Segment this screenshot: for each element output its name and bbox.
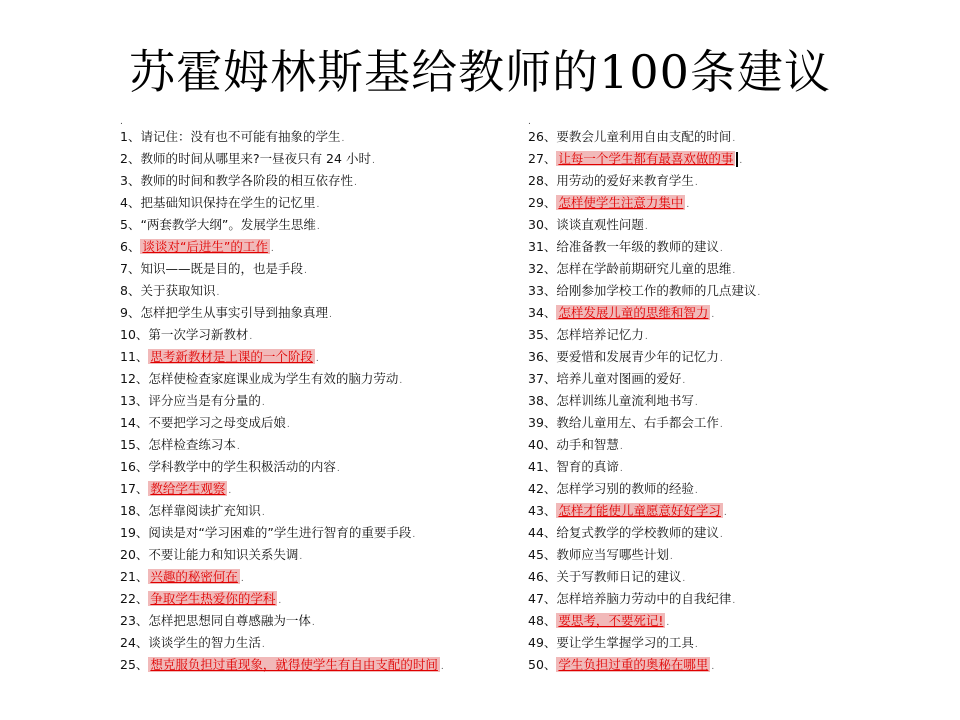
item-number: 27、: [528, 151, 557, 166]
list-item: [528, 588, 948, 610]
list-item: [528, 126, 948, 148]
list-item: [120, 280, 500, 302]
list-item: [528, 302, 948, 324]
paragraph-mark: .: [694, 640, 698, 650]
item-number: 50、: [528, 657, 557, 672]
paragraph-mark: .: [278, 596, 282, 606]
item-number: 17、: [120, 481, 149, 496]
list-item: [528, 390, 948, 412]
highlighted-item-text: 让每一个学生都有最喜欢做的事: [558, 151, 734, 166]
list-item: [528, 148, 948, 170]
list-item: [528, 654, 948, 676]
item-number: 5、: [120, 217, 141, 232]
item-number: 6、: [120, 239, 141, 254]
list-item: [120, 170, 500, 192]
list-item: [120, 632, 500, 654]
item-text: 关于获取知识: [140, 283, 216, 298]
paragraph-mark: .: [719, 420, 723, 430]
item-number: 31、: [528, 239, 557, 254]
item-number: 44、: [528, 525, 557, 540]
list-item: [120, 236, 500, 258]
list-item: [120, 368, 500, 390]
list-item: [528, 522, 948, 544]
item-text: 请记住：没有也不可能有抽象的学生: [140, 129, 341, 144]
list-item: [120, 192, 500, 214]
paragraph-mark: .: [694, 486, 698, 496]
list-item: [120, 214, 500, 236]
item-number: 41、: [528, 459, 557, 474]
list-item: [120, 126, 500, 148]
paragraph-mark: .: [739, 156, 743, 166]
item-number: 4、: [120, 195, 141, 210]
item-text: 谈谈学生的智力生活: [148, 635, 261, 650]
item-text: 动手和智慧: [556, 437, 619, 452]
list-item: [120, 390, 500, 412]
item-number: 24、: [120, 635, 149, 650]
item-number: 19、: [120, 525, 149, 540]
item-number: 13、: [120, 393, 149, 408]
item-number: 20、: [120, 547, 149, 562]
item-text: 给复式教学的学校教师的建议: [556, 525, 719, 540]
item-text: 怎样检查练习本: [148, 437, 236, 452]
paragraph-mark: .: [120, 117, 123, 127]
item-number: 8、: [120, 283, 141, 298]
paragraph-mark: .: [666, 618, 670, 628]
highlighted-item-text: 怎样才能使儿童愿意好好学习: [558, 503, 721, 518]
list-item: [528, 566, 948, 588]
paragraph-mark: .: [644, 222, 648, 232]
paragraph-mark: .: [732, 266, 736, 276]
paragraph-mark: .: [341, 134, 345, 144]
item-text: 怎样把学生从事实引导到抽象真理: [140, 305, 328, 320]
item-number: 48、: [528, 613, 557, 628]
list-item: [528, 258, 948, 280]
list-item: [528, 368, 948, 390]
highlighted-item-text: 教给学生观察: [150, 481, 226, 496]
item-text: 学科教学中的学生积极活动的内容: [148, 459, 336, 474]
item-number: 39、: [528, 415, 557, 430]
item-text: 怎样培养记忆力: [556, 327, 644, 342]
list-item: [528, 412, 948, 434]
list-item: [120, 456, 500, 478]
item-number: 11、: [120, 349, 149, 364]
item-number: 21、: [120, 569, 149, 584]
list-item: [528, 456, 948, 478]
highlighted-item-text: 想克服负担过重现象，就得使学生有自由支配的时间: [150, 657, 438, 672]
paragraph-mark: .: [719, 244, 723, 254]
paragraph-mark: .: [719, 530, 723, 540]
paragraph-mark: .: [286, 420, 290, 430]
page-title: 苏霍姆林斯基给教师的100条建议: [129, 45, 831, 99]
paragraph-mark: .: [412, 530, 416, 540]
item-text: 要爱惜和发展青少年的记忆力: [556, 349, 719, 364]
paragraph-mark: .: [682, 574, 686, 584]
item-number: 16、: [120, 459, 149, 474]
item-text: 给刚参加学校工作的教师的几点建议: [556, 283, 757, 298]
item-text: 怎样在学龄前期研究儿童的思维: [556, 261, 732, 276]
item-text: 怎样训练儿童流利地书写: [556, 393, 694, 408]
item-number: 43、: [528, 503, 557, 518]
right-column: [528, 118, 948, 676]
item-text: 教师的时间从哪里来?一昼夜只有 24 小时: [140, 151, 371, 166]
item-number: 42、: [528, 481, 557, 496]
list-item: [528, 500, 948, 522]
item-text: 教给儿童用左、右手都会工作: [556, 415, 719, 430]
paragraph-mark: .: [353, 178, 357, 188]
item-number: 30、: [528, 217, 557, 232]
item-text: 怎样把思想同自尊感融为一体: [148, 613, 311, 628]
item-number: 36、: [528, 349, 557, 364]
paragraph-mark: .: [261, 398, 265, 408]
item-number: 2、: [120, 151, 141, 166]
highlighted-item-text: 要思考，不要死记!: [558, 613, 664, 628]
paragraph-mark: .: [316, 222, 320, 232]
list-item: [120, 588, 500, 610]
paragraph-mark: .: [694, 398, 698, 408]
item-text: 怎样学习别的教师的经验: [556, 481, 694, 496]
item-text: 要教会儿童利用自由支配的时间: [556, 129, 732, 144]
paragraph-mark: .: [371, 156, 375, 166]
item-text: 把基础知识保持在学生的记忆里: [140, 195, 316, 210]
item-text: “两套教学大纲”。发展学生思维: [140, 217, 316, 232]
paragraph-mark: .: [694, 178, 698, 188]
item-number: 22、: [120, 591, 149, 606]
item-number: 25、: [120, 657, 149, 672]
highlighted-item-text: 怎样使学生注意力集中: [558, 195, 684, 210]
list-item: [120, 258, 500, 280]
paragraph-mark: .: [528, 117, 531, 127]
list-item: [528, 214, 948, 236]
item-number: 15、: [120, 437, 149, 452]
item-number: 32、: [528, 261, 557, 276]
item-number: 1、: [120, 129, 141, 144]
item-number: 28、: [528, 173, 557, 188]
highlighted-item-text: 学生负担过重的奥秘在哪里: [558, 657, 709, 672]
item-text: 智育的真谛: [556, 459, 619, 474]
item-number: 7、: [120, 261, 141, 276]
item-number: 47、: [528, 591, 557, 606]
item-text: 第一次学习新教材: [148, 327, 249, 342]
paragraph-mark: .: [328, 310, 332, 320]
item-text: 怎样培养脑力劳动中的自我纪律: [556, 591, 732, 606]
list-item: [528, 280, 948, 302]
item-number: 34、: [528, 305, 557, 320]
item-number: 18、: [120, 503, 149, 518]
item-number: 3、: [120, 173, 141, 188]
list-item: [120, 500, 500, 522]
highlighted-item-text: 思考新教材是上课的一个阶段: [150, 349, 313, 364]
item-number: 38、: [528, 393, 557, 408]
paragraph-mark: .: [216, 288, 220, 298]
item-text: 用劳动的爱好来教育学生: [556, 173, 694, 188]
paragraph-mark: .: [619, 442, 623, 452]
list-item: [528, 192, 948, 214]
list-item: [528, 544, 948, 566]
item-text: 怎样靠阅读扩充知识: [148, 503, 261, 518]
item-text: 知识——既是目的，也是手段: [140, 261, 303, 276]
highlighted-item-text: 谈谈对“后进生”的工作: [142, 239, 268, 254]
list-item: [120, 148, 500, 170]
highlighted-item-text: 争取学生热爱你的学科: [150, 591, 276, 606]
paragraph-mark: .: [249, 332, 253, 342]
list-item: [120, 434, 500, 456]
paragraph-mark: .: [261, 640, 265, 650]
item-text: 教师应当写哪些计划: [556, 547, 669, 562]
highlighted-item-text: 兴趣的秘密何在: [150, 569, 238, 584]
item-number: 35、: [528, 327, 557, 342]
paragraph-mark: .: [669, 552, 673, 562]
paragraph-mark: .: [723, 508, 727, 518]
paragraph-mark: .: [261, 508, 265, 518]
list-item: [528, 434, 948, 456]
item-number: 9、: [120, 305, 141, 320]
list-item: [528, 324, 948, 346]
list-item: [528, 632, 948, 654]
paragraph-mark: .: [240, 574, 244, 584]
list-item: [120, 478, 500, 500]
paragraph-mark: .: [399, 376, 403, 386]
paragraph-mark: .: [299, 552, 303, 562]
paragraph-mark: .: [236, 442, 240, 452]
highlighted-item-text: 怎样发展儿童的思维和智力: [558, 305, 709, 320]
item-number: 33、: [528, 283, 557, 298]
paragraph-mark: .: [270, 244, 274, 254]
list-item: [528, 610, 948, 632]
paragraph-mark: .: [315, 354, 319, 364]
item-text: 不要让能力和知识关系失调: [148, 547, 299, 562]
paragraph-mark: .: [316, 200, 320, 210]
paragraph-mark: .: [686, 200, 690, 210]
item-number: 40、: [528, 437, 557, 452]
paragraph-mark: .: [303, 266, 307, 276]
list-item: [120, 610, 500, 632]
paragraph-mark: .: [732, 134, 736, 144]
paragraph-mark: .: [732, 596, 736, 606]
list-item: [528, 346, 948, 368]
paragraph-mark: .: [440, 662, 444, 672]
item-number: 23、: [120, 613, 149, 628]
list-item: [120, 544, 500, 566]
item-text: 谈谈直观性问题: [556, 217, 644, 232]
paragraph-mark: .: [711, 310, 715, 320]
item-number: 26、: [528, 129, 557, 144]
list-item: [120, 522, 500, 544]
item-number: 49、: [528, 635, 557, 650]
item-number: 12、: [120, 371, 149, 386]
item-text: 给准备教一年级的教师的建议: [556, 239, 719, 254]
item-text: 教师的时间和教学各阶段的相互依存性: [140, 173, 353, 188]
item-number: 37、: [528, 371, 557, 386]
paragraph-mark: .: [644, 332, 648, 342]
paragraph-mark: .: [228, 486, 232, 496]
list-item: [120, 346, 500, 368]
item-text: 要让学生掌握学习的工具: [556, 635, 694, 650]
list-item: [120, 302, 500, 324]
paragraph-mark: .: [336, 464, 340, 474]
item-number: 29、: [528, 195, 557, 210]
item-text: 不要把学习之母变成后娘: [148, 415, 286, 430]
item-number: 14、: [120, 415, 149, 430]
item-number: 10、: [120, 327, 149, 342]
list-item: [120, 566, 500, 588]
paragraph-mark: .: [719, 354, 723, 364]
item-text: 怎样使检查家庭课业成为学生有效的脑力劳动: [148, 371, 399, 386]
list-item: [528, 478, 948, 500]
paragraph-mark: .: [311, 618, 315, 628]
left-column: [120, 118, 500, 676]
list-item: [528, 170, 948, 192]
paragraph-mark: .: [711, 662, 715, 672]
paragraph-mark: .: [619, 464, 623, 474]
list-item: [120, 654, 500, 676]
paragraph-mark: .: [682, 376, 686, 386]
item-text: 阅读是对“学习困难的”学生进行智育的重要手段: [148, 525, 412, 540]
paragraph-mark: .: [757, 288, 761, 298]
item-text: 关于写教师日记的建议: [556, 569, 682, 584]
item-number: 45、: [528, 547, 557, 562]
list-item: [528, 236, 948, 258]
item-text: 评分应当是有分量的: [148, 393, 261, 408]
item-number: 46、: [528, 569, 557, 584]
item-text: 培养儿童对图画的爱好: [556, 371, 682, 386]
list-item: [120, 324, 500, 346]
list-item: [120, 412, 500, 434]
